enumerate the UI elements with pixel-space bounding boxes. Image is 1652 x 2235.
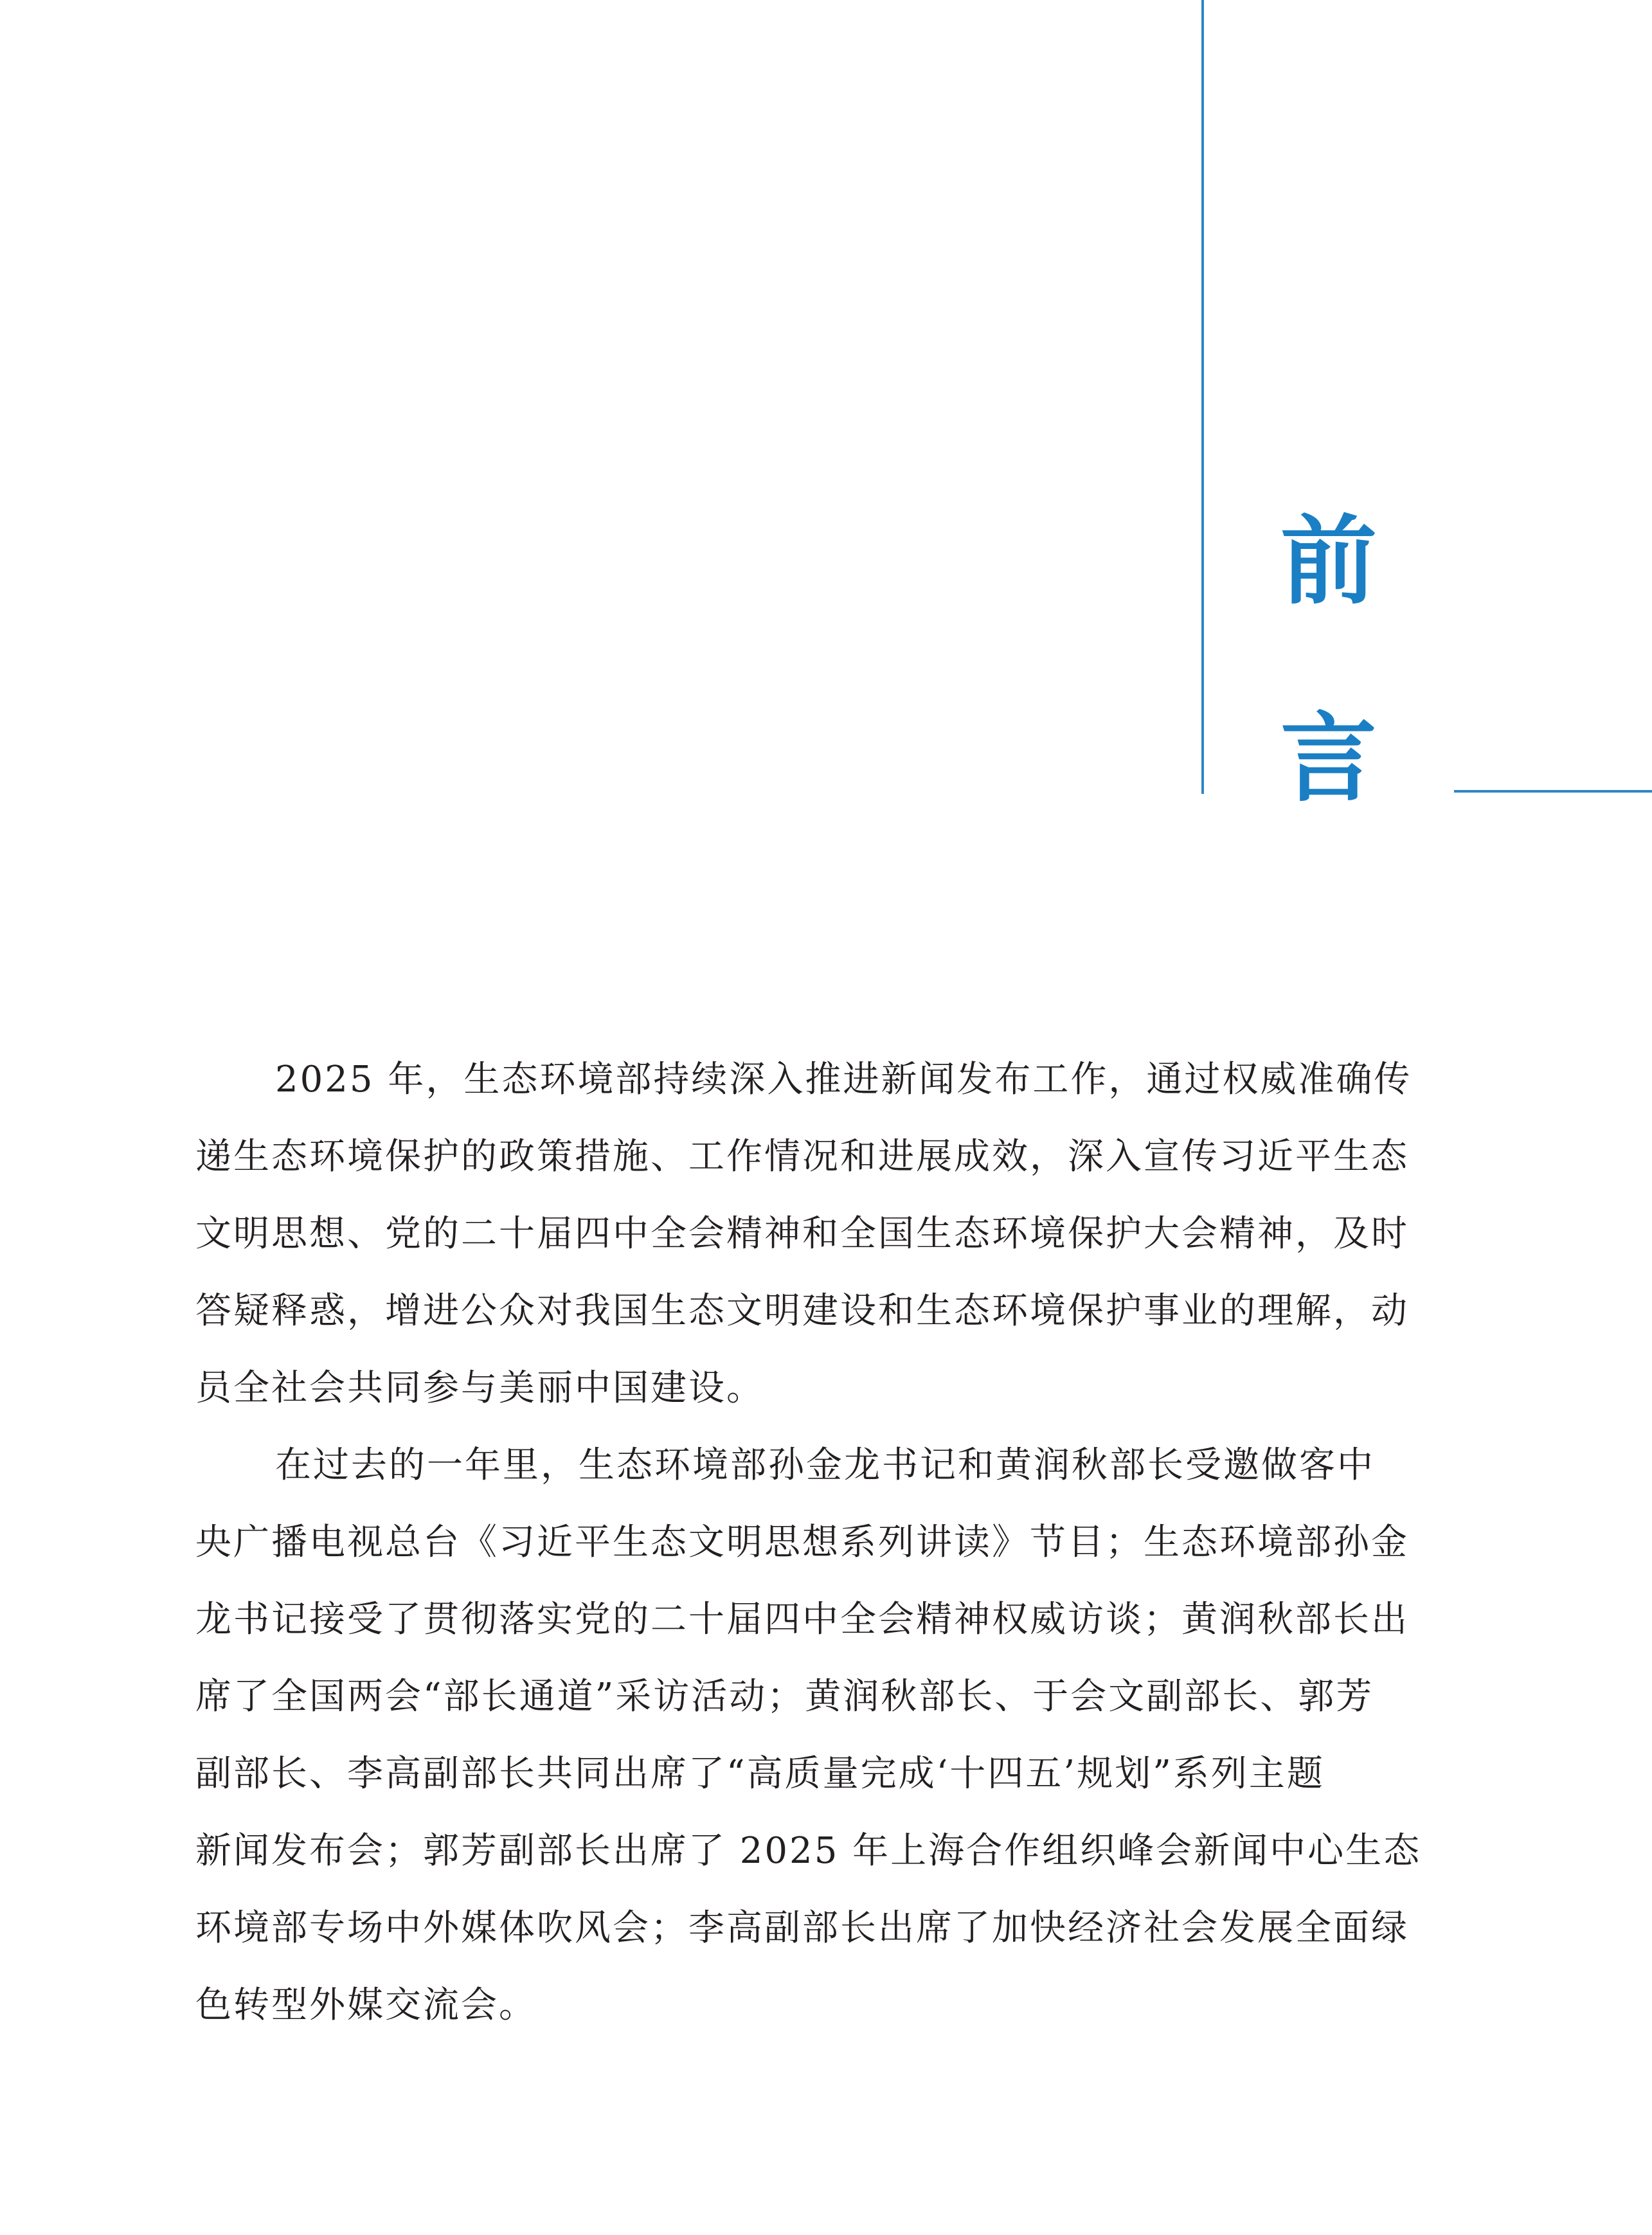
paragraph-line: 央广播电视总台《习近平生态文明思想系列讲读》节目；生态环境部孙金 xyxy=(195,1521,1409,1563)
paragraph-line: 环境部专场中外媒体吹风会；李高副部长出席了加快经济社会发展全面绿 xyxy=(195,1907,1409,1949)
paragraph-line: 席了全国两会“部长通道”采访活动；黄润秋部长、于会文副部长、郭芳 xyxy=(195,1676,1374,1718)
paragraph-line: 2025 年，生态环境部持续深入推进新闻发布工作，通过权威准确传 xyxy=(275,1059,1412,1100)
paragraph-line: 新闻发布会；郭芳副部长出席了 2025 年上海合作组织峰会新闻中心生态 xyxy=(195,1830,1422,1872)
heading-char-2: 言 xyxy=(1280,702,1377,815)
paragraph-line: 答疑释惑，增进公众对我国生态文明建设和生态环境保护事业的理解，动 xyxy=(195,1290,1409,1332)
horizontal-divider xyxy=(1454,790,1652,793)
paragraph-line: 在过去的一年里，生态环境部孙金龙书记和黄润秋部长受邀做客中 xyxy=(275,1444,1375,1486)
paragraph-line: 色转型外媒交流会。 xyxy=(195,1984,537,2026)
paragraph-2 xyxy=(195,1427,1459,2044)
paragraph-line: 递生态环境保护的政策措施、工作情况和进展成效，深入宣传习近平生态 xyxy=(195,1136,1409,1178)
heading-char-1: 前 xyxy=(1280,505,1377,618)
paragraph-line: 员全社会共同参与美丽中国建设。 xyxy=(195,1367,764,1409)
vertical-divider xyxy=(1201,0,1204,794)
preface-body xyxy=(195,1041,1459,2044)
paragraph-line: 龙书记接受了贯彻落实党的二十届四中全会精神权威访谈；黄润秋部长出 xyxy=(195,1599,1409,1640)
paragraph-line: 副部长、李高副部长共同出席了“高质量完成‘十四五’规划”系列主题 xyxy=(195,1753,1325,1795)
paragraph-line: 文明思想、党的二十届四中全会精神和全国生态环境保护大会精神，及时 xyxy=(195,1213,1409,1255)
paragraph-1 xyxy=(195,1041,1459,1427)
